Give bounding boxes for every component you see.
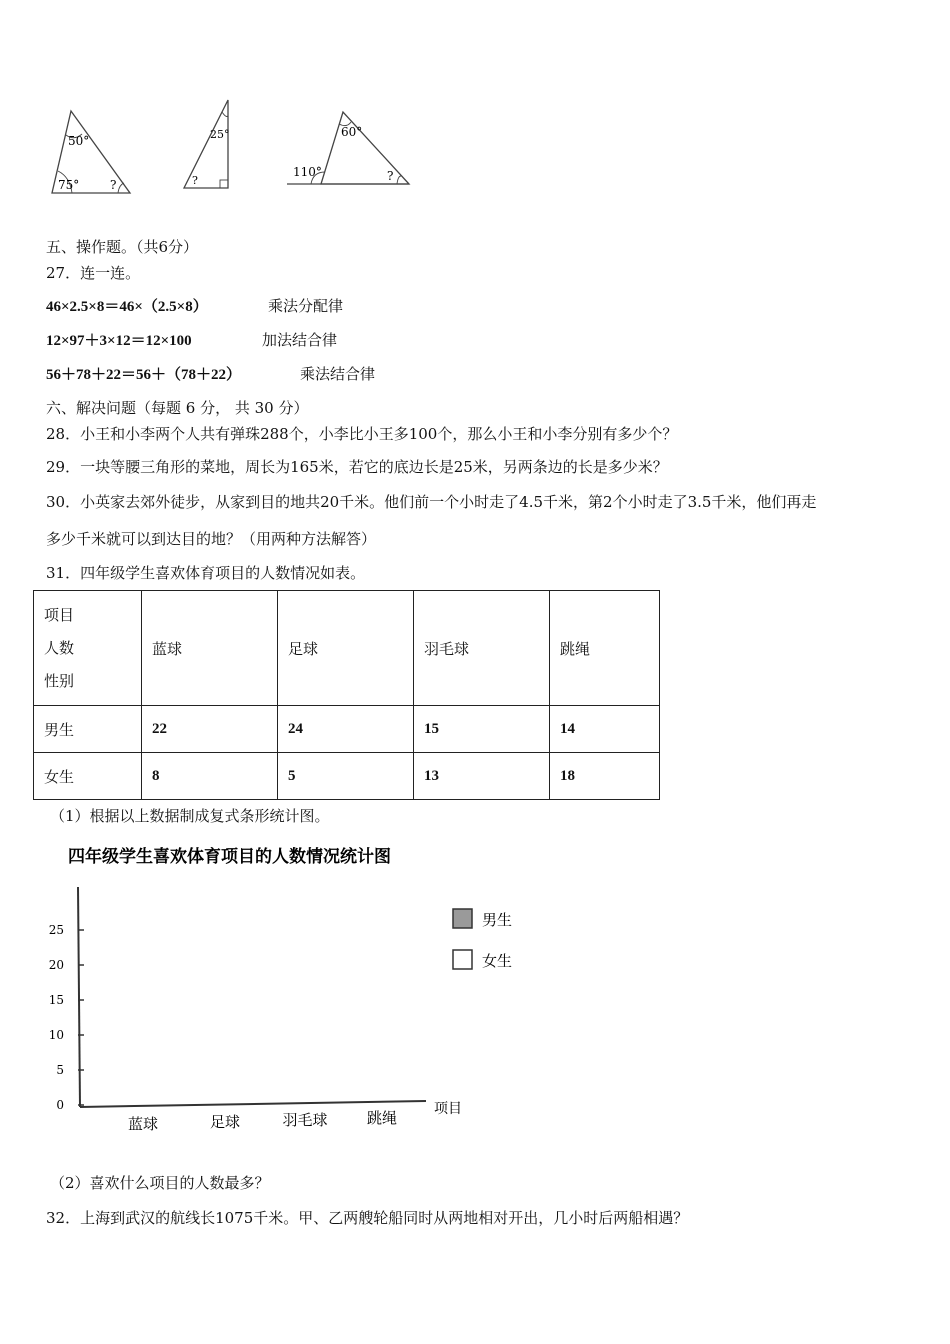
table-corner-cell — [34, 591, 142, 706]
section-heading-6: 六、解决问题（每题 6 分， 共 30 分） — [46, 399, 309, 417]
corner-label: 项目 — [44, 605, 75, 624]
corner-label: 人数 — [44, 638, 75, 657]
question-27: 27．连一连。 — [46, 264, 141, 282]
y-tick-label: 20 — [48, 958, 64, 972]
row-label: 女生 — [34, 753, 142, 800]
angle-label: ? — [387, 169, 394, 183]
table-cell: 14 — [550, 706, 660, 753]
question-30-line2: 多少千米就可以到达目的地？（用两种方法解答） — [46, 530, 377, 548]
triangle-figure-1 — [44, 105, 139, 200]
x-category-label: 跳绳 — [366, 1109, 398, 1127]
table-cell: 24 — [278, 706, 414, 753]
angle-label: ? — [192, 174, 198, 187]
law-3: 乘法结合律 — [300, 365, 376, 383]
corner-label: 性别 — [44, 671, 75, 690]
angle-label: 25° — [210, 128, 230, 141]
y-tick-label: 0 — [56, 1098, 64, 1112]
table-row — [34, 753, 660, 800]
column-header: 跳绳 — [550, 591, 660, 706]
chart-title: 四年级学生喜欢体育项目的人数情况统计图 — [68, 847, 391, 867]
column-header: 羽毛球 — [414, 591, 550, 706]
table-cell: 22 — [142, 706, 278, 753]
x-axis-label: 项目 — [434, 1101, 462, 1117]
chart-legend — [453, 909, 512, 970]
expression-2: 12×97＋3×12＝12×100 — [46, 333, 192, 349]
question-31-part2: （2）喜欢什么项目的人数最多？ — [50, 1174, 270, 1192]
triangle-figure-3 — [285, 106, 415, 188]
question-30-line1: 30．小英家去郊外徒步，从家到目的地共20千米。他们前一个小时走了4.5千米，第2个小时走了3.5千米，他们再走 — [46, 493, 817, 511]
triangle-figure-2 — [180, 96, 235, 196]
law-2: 加法结合律 — [262, 331, 338, 349]
bar-chart — [30, 835, 550, 1145]
y-tick-label: 25 — [48, 923, 64, 937]
column-header: 足球 — [278, 591, 414, 706]
table-header-row — [34, 591, 660, 706]
question-31: 31．四年级学生喜欢体育项目的人数情况如表。 — [46, 564, 366, 582]
table-row — [34, 706, 660, 753]
column-header: 蓝球 — [142, 591, 278, 706]
angle-label: 110° — [293, 165, 322, 179]
table-cell: 18 — [550, 753, 660, 800]
table-cell: 5 — [278, 753, 414, 800]
legend-label: 男生 — [482, 911, 513, 929]
angle-label: 50° — [68, 134, 90, 148]
y-tick-label: 5 — [56, 1063, 64, 1077]
row-label: 男生 — [34, 706, 142, 753]
x-category-label: 羽毛球 — [282, 1111, 328, 1129]
legend-swatch-female — [453, 950, 472, 969]
legend-label: 女生 — [482, 952, 513, 970]
angle-label: 60° — [341, 125, 363, 139]
table-cell: 15 — [414, 706, 550, 753]
angle-label: ? — [110, 178, 117, 192]
table-cell: 8 — [142, 753, 278, 800]
y-axis — [78, 887, 80, 1107]
x-category-label: 蓝球 — [127, 1115, 159, 1133]
angle-label: 75° — [58, 178, 80, 192]
legend-swatch-male — [453, 909, 472, 928]
y-tick-label: 10 — [48, 1028, 64, 1042]
question-29: 29．一块等腰三角形的菜地，周长为165米，若它的底边长是25米，另两条边的长是多少米？ — [46, 458, 668, 476]
expression-3: 56＋78＋22＝56＋（78＋22） — [46, 367, 242, 383]
sports-table — [33, 590, 660, 800]
section-heading-5: 五、操作题。（共6分） — [46, 238, 199, 256]
question-31-part1: （1）根据以上数据制成复式条形统计图。 — [50, 807, 330, 825]
x-axis — [80, 1101, 426, 1107]
question-28: 28．小王和小李两个人共有弹珠288个，小李比小王多100个，那么小王和小李分别有多少个？ — [46, 425, 678, 443]
table-cell: 13 — [414, 753, 550, 800]
question-32: 32．上海到武汉的航线长1075千米。甲、乙两艘轮船同时从两地相对开出，几小时后两船相遇？ — [46, 1209, 689, 1227]
law-1: 乘法分配律 — [268, 297, 344, 315]
y-tick-label: 15 — [48, 993, 64, 1007]
x-category-label: 足球 — [209, 1113, 241, 1131]
expression-1: 46×2.5×8＝46×（2.5×8） — [46, 299, 208, 315]
